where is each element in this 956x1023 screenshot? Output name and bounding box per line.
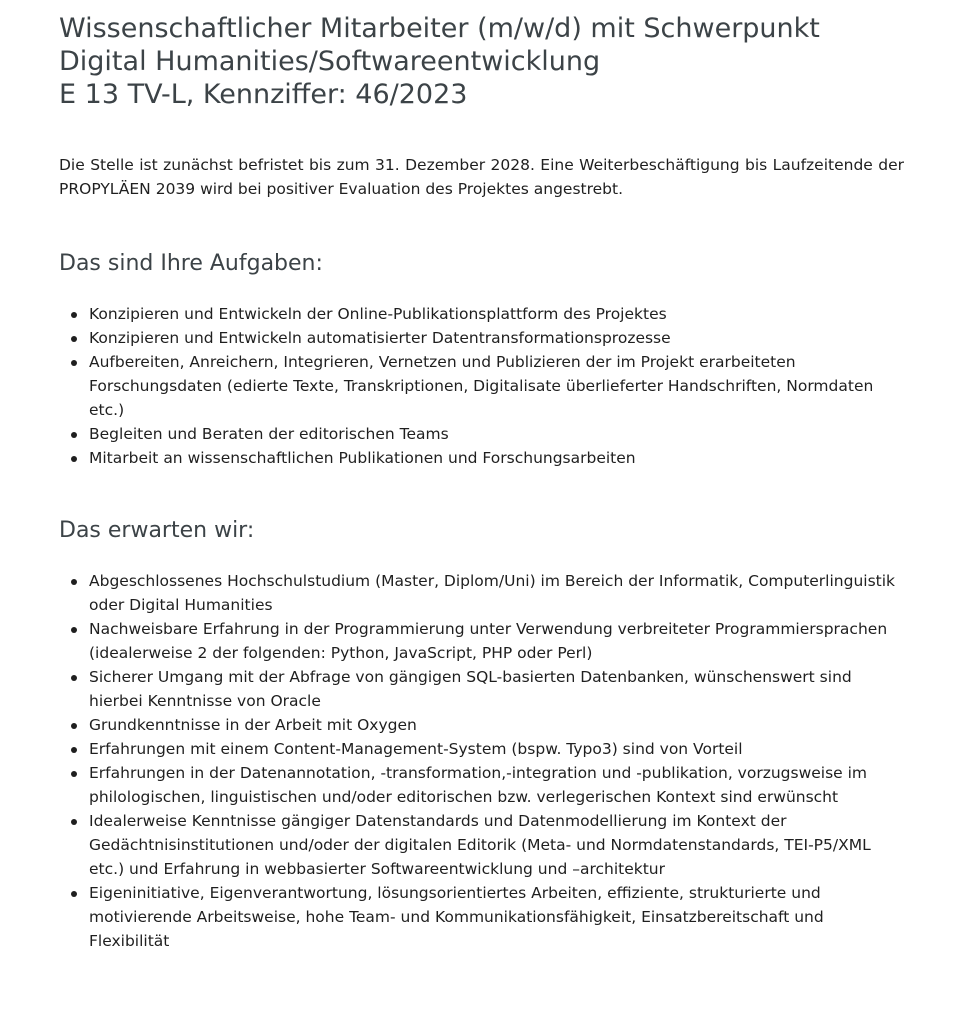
list-item: Begleiten und Beraten der editorischen Teams bbox=[59, 422, 904, 446]
list-item: Sicherer Umgang mit der Abfrage von gängigen SQL-basierten Datenbanken, wünschenswert sind hierbei Kenntnisse von Oracle bbox=[59, 665, 904, 713]
tasks-list bbox=[59, 302, 904, 470]
expectations-list bbox=[59, 569, 904, 953]
list-item: Idealerweise Kenntnisse gängiger Datenstandards und Datenmodellierung im Kontext der Gedächtnisinstitutionen und/oder der digitalen Editorik (Meta- und Normdatenstandards, TEI-P5/XML etc.) und Erfahrung in webbasierter Softwareentwicklung und –architektur bbox=[59, 809, 904, 881]
expectations-heading: Das erwarten wir: bbox=[59, 518, 255, 543]
list-item: Abgeschlossenes Hochschulstudium (Master, Diplom/Uni) im Bereich der Informatik, Computerlinguistik oder Digital Humanities bbox=[59, 569, 904, 617]
job-title-line: E 13 TV-L, Kennziffer: 46/2023 bbox=[59, 79, 468, 110]
tasks-heading: Das sind Ihre Aufgaben: bbox=[59, 251, 323, 276]
list-item: Erfahrungen in der Datenannotation, -transformation,-integration und -publikation, vorzugsweise im philologischen, linguistischen und/oder editorischen bzw. verlegerischen Kontext sind erwünscht bbox=[59, 761, 904, 809]
list-item: Mitarbeit an wissenschaftlichen Publikationen und Forschungsarbeiten bbox=[59, 446, 904, 470]
job-posting bbox=[59, 12, 904, 953]
list-item: Grundkenntnisse in der Arbeit mit Oxygen bbox=[59, 713, 904, 737]
job-title bbox=[59, 12, 904, 111]
list-item: Nachweisbare Erfahrung in der Programmierung unter Verwendung verbreiteter Programmiersprachen (idealerweise 2 der folgenden: Python, JavaScript, PHP oder Perl) bbox=[59, 617, 904, 665]
list-item: Eigeninitiative, Eigenverantwortung, lösungsorientiertes Arbeiten, effiziente, strukturierte und motivierende Arbeitsweise, hohe Team- und Kommunikationsfähigkeit, Einsatzbereitschaft und Flexibilität bbox=[59, 881, 904, 953]
intro-paragraph: Die Stelle ist zunächst befristet bis zum 31. Dezember 2028. Eine Weiterbeschäftigung bis Laufzeitende der PROPYLÄEN 2039 wird bei positiver Evaluation des Projektes angestrebt. bbox=[59, 156, 904, 198]
list-item: Erfahrungen mit einem Content-Management-System (bspw. Typo3) sind von Vorteil bbox=[59, 737, 904, 761]
list-item: Konzipieren und Entwickeln der Online-Publikationsplattform des Projektes bbox=[59, 302, 904, 326]
list-item: Konzipieren und Entwickeln automatisierter Datentransformationsprozesse bbox=[59, 326, 904, 350]
list-item: Aufbereiten, Anreichern, Integrieren, Vernetzen und Publizieren der im Projekt erarbeiteten Forschungsdaten (edierte Texte, Transkriptionen, Digitalisate überlieferter Handschriften, Normdaten etc.) bbox=[59, 350, 904, 422]
job-title-line: Wissenschaftlicher Mitarbeiter (m/w/d) mit Schwerpunkt bbox=[59, 13, 820, 44]
job-title-line: Digital Humanities/Softwareentwicklung bbox=[59, 46, 601, 77]
